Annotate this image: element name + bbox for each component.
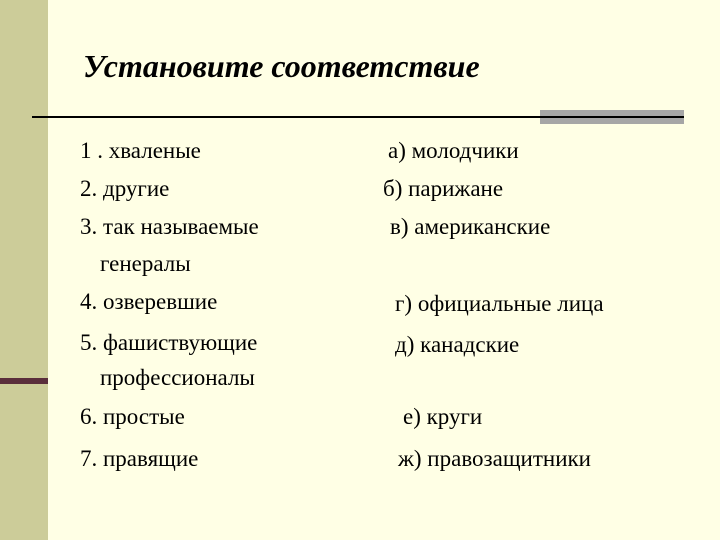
right-item-a: а) молодчики xyxy=(388,138,519,163)
left-item-5: 5. фашиствующие xyxy=(80,330,258,355)
left-item-3-cont: генералы xyxy=(100,251,191,276)
left-item-2: 2. другие xyxy=(80,176,170,201)
left-item-5-cont: профессионалы xyxy=(100,365,255,390)
left-decor-accent xyxy=(0,378,48,384)
right-item-v: в) американские xyxy=(390,214,551,239)
left-item-4: 4. озверевшие xyxy=(80,289,218,314)
left-item-6: 6. простые xyxy=(80,404,185,429)
title-rule-right xyxy=(540,116,684,118)
right-item-d: д) канадские xyxy=(395,332,520,357)
title-rule xyxy=(32,116,540,118)
slide-title: Установите соответствие xyxy=(83,48,480,84)
left-item-7: 7. правящие xyxy=(80,446,199,471)
right-item-zh: ж) правозащитники xyxy=(398,446,591,471)
left-item-1: 1 . хваленые xyxy=(80,138,201,163)
right-item-g: г) официальные лица xyxy=(395,291,604,316)
right-item-b: б) парижане xyxy=(383,176,504,201)
left-decor-bar xyxy=(0,0,48,540)
left-item-3: 3. так называемые xyxy=(80,214,259,239)
right-item-e: е) круги xyxy=(403,404,483,429)
